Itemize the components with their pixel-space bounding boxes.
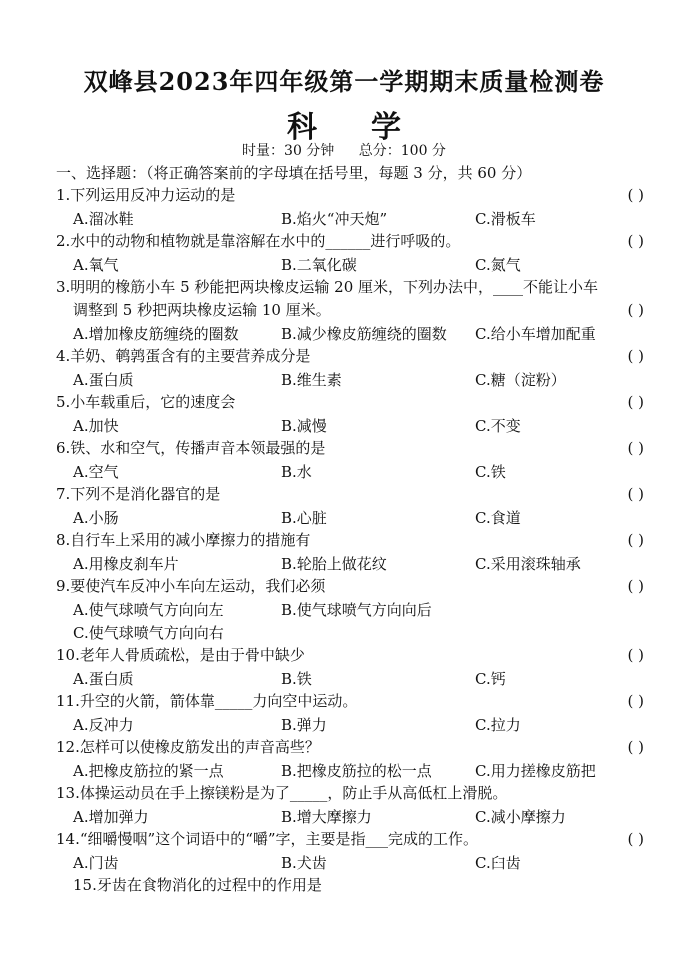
option-a: A.空气 — [73, 463, 119, 481]
question-stem: 5.小车载重后，它的速度会 — [56, 393, 236, 411]
option-a: A.小肠 — [73, 509, 119, 527]
option-c: C.糖（淀粉） — [475, 371, 566, 389]
question-stem: 12.怎样可以使橡皮筋发出的声音高些？ — [56, 738, 320, 756]
question-stem: 1.下列运用反冲力运动的是 — [56, 186, 236, 204]
option-b: B.减慢 — [281, 417, 327, 435]
question-stem: 10.老年人骨质疏松，是由于骨中缺少 — [56, 646, 305, 664]
exam-meta — [0, 140, 688, 160]
question-stem: 3.明明的橡筋小车 5 秒能把两块橡皮运输 20 厘米，下列办法中，____不能让小车 — [56, 278, 599, 296]
section-heading: 一、选择题：（将正确答案前的字母填在括号里，每题 3 分，共 60 分） — [56, 164, 532, 182]
question-10 — [56, 644, 644, 666]
option-b: B.减少橡皮筋缠绕的圈数 — [281, 325, 447, 343]
option-c: C.铁 — [475, 463, 506, 481]
question-14 — [56, 828, 644, 850]
answer-bracket: ( ) — [627, 301, 644, 319]
option-a: A.把橡皮筋拉的紧一点 — [73, 762, 224, 780]
question-stem: 7.下列不是消化器官的是 — [56, 485, 221, 503]
question-12 — [56, 736, 644, 758]
question-11 — [56, 690, 644, 712]
option-a: A.反冲力 — [73, 716, 134, 734]
question-stem: 13.体操运动员在手上擦镁粉是为了_____，防止手从高低杠上滑脱。 — [56, 784, 508, 802]
question-stem-continued: 调整到 5 秒把两块橡皮运输 10 厘米。 — [73, 301, 331, 319]
option-c: C.钙 — [475, 670, 506, 688]
answer-bracket: ( ) — [627, 485, 644, 503]
question-15 — [73, 874, 653, 896]
option-b: B.犬齿 — [281, 854, 327, 872]
option-c: C.不变 — [475, 417, 521, 435]
question-3-line2 — [73, 299, 644, 321]
question-stem: 11.升空的火箭，箭体靠_____力向空中运动。 — [56, 692, 358, 710]
answer-bracket: ( ) — [627, 393, 644, 411]
option-b: B.心脏 — [281, 509, 327, 527]
option-a: A.门齿 — [73, 854, 119, 872]
option-b: B.把橡皮筋拉的松一点 — [281, 762, 432, 780]
answer-bracket: ( ) — [627, 347, 644, 365]
option-a: A.加快 — [73, 417, 119, 435]
question-stem: 2.水中的动物和植物就是靠溶解在水中的______进行呼吸的。 — [56, 232, 461, 250]
option-b: B.轮胎上做花纹 — [281, 555, 387, 573]
question-13 — [56, 782, 636, 804]
question-3 — [56, 276, 636, 298]
option-b: B.焰火“冲天炮” — [281, 210, 388, 228]
question-1 — [56, 184, 644, 206]
subject-title: 科学 — [287, 110, 455, 145]
question-8 — [56, 529, 644, 551]
option-a: A.用橡皮刹车片 — [73, 555, 179, 573]
option-b: B.使气球喷气方向向后 — [281, 601, 432, 619]
question-stem: 4.羊奶、鹌鹑蛋含有的主要营养成分是 — [56, 347, 311, 365]
option-a: A.氧气 — [73, 256, 119, 274]
question-6 — [56, 437, 644, 459]
option-a: A.增加橡皮筋缠绕的圈数 — [73, 325, 239, 343]
page-title: 双峰县2023年四年级第一学期期末质量检测卷 — [83, 67, 605, 96]
option-c: C.用力搓橡皮筋把 — [475, 762, 596, 780]
answer-bracket: ( ) — [627, 738, 644, 756]
option-c: C.减小摩擦力 — [475, 808, 566, 826]
answer-bracket: ( ) — [627, 830, 644, 848]
option-a: A.蛋白质 — [73, 670, 134, 688]
question-stem: 9.要使汽车反冲小车向左运动，我们必须 — [56, 577, 326, 595]
question-4 — [56, 345, 644, 367]
option-c: C.使气球喷气方向向右 — [73, 624, 224, 642]
question-2 — [56, 230, 644, 252]
answer-bracket: ( ) — [627, 692, 644, 710]
option-b: B.弹力 — [281, 716, 327, 734]
answer-bracket: ( ) — [627, 577, 644, 595]
answer-bracket: ( ) — [627, 186, 644, 204]
option-c: C.给小车增加配重 — [475, 325, 596, 343]
option-b: B.增大摩擦力 — [281, 808, 372, 826]
option-a: A.增加弹力 — [73, 808, 149, 826]
option-b: B.二氧化碳 — [281, 256, 357, 274]
time-limit: 时量：30 分钟 — [242, 143, 335, 159]
option-b: B.铁 — [281, 670, 312, 688]
option-c: C.食道 — [475, 509, 521, 527]
question-stem: 14.“细嚼慢咽”这个词语中的“嚼”字，主要是指___完成的工作。 — [56, 830, 479, 848]
question-stem: 6.铁、水和空气，传播声音本领最强的是 — [56, 439, 326, 457]
option-b: B.水 — [281, 463, 312, 481]
question-stem: 15.牙齿在食物消化的过程中的作用是 — [73, 876, 322, 894]
answer-bracket: ( ) — [627, 232, 644, 250]
option-c: C.滑板车 — [475, 210, 536, 228]
option-c: C.采用滚珠轴承 — [475, 555, 581, 573]
option-c: C.臼齿 — [475, 854, 521, 872]
question-7 — [56, 483, 644, 505]
question-9 — [56, 575, 644, 597]
question-5 — [56, 391, 644, 413]
option-a: A.蛋白质 — [73, 371, 134, 389]
option-a: A.使气球喷气方向向左 — [73, 601, 224, 619]
total-score: 总分：100 分 — [358, 143, 446, 159]
option-c: C.拉力 — [475, 716, 521, 734]
answer-bracket: ( ) — [627, 531, 644, 549]
option-b: B.维生素 — [281, 371, 342, 389]
answer-bracket: ( ) — [627, 646, 644, 664]
option-a: A.溜冰鞋 — [73, 210, 134, 228]
question-stem: 8.自行车上采用的减小摩擦力的措施有 — [56, 531, 311, 549]
answer-bracket: ( ) — [627, 439, 644, 457]
option-c: C.氮气 — [475, 256, 521, 274]
